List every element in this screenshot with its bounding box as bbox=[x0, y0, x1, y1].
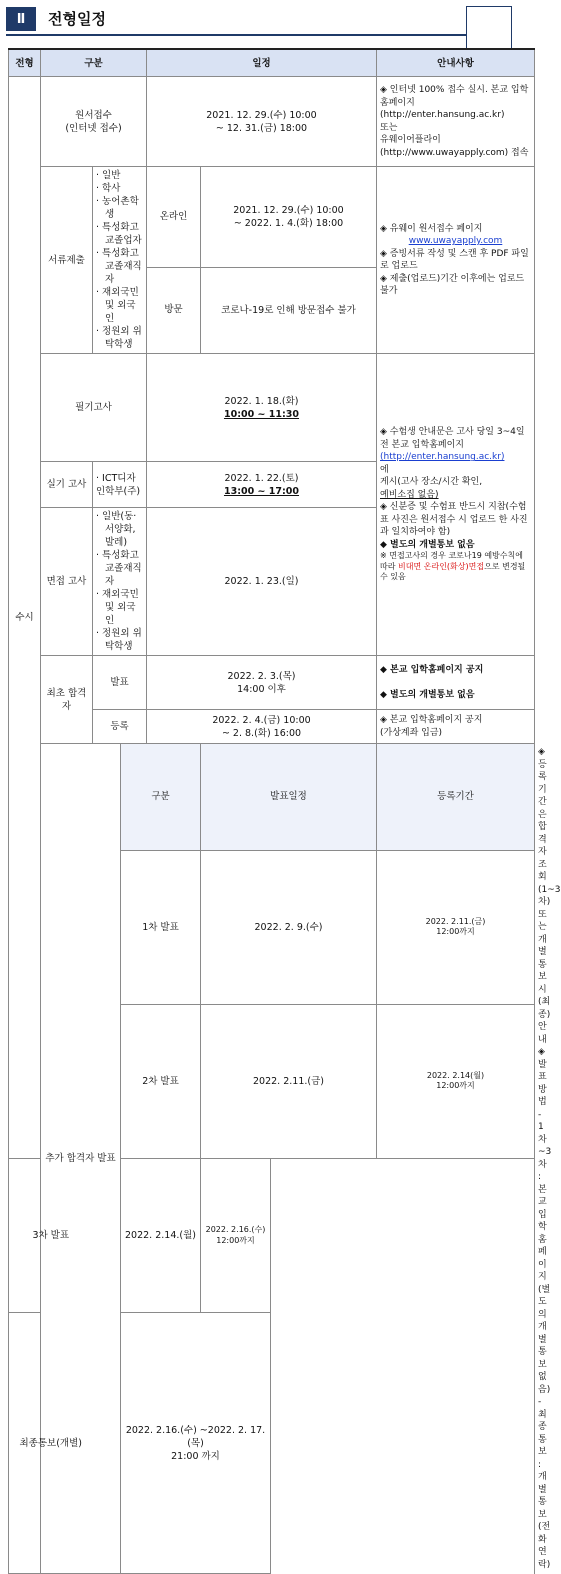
col-header-schedule: 일정 bbox=[147, 49, 377, 77]
application-notes: ◈ 인터넷 100% 접수 실시. 본교 입학홈페이지 (http://enter.hansung.ac.kr) 또는 유웨이어플라이(http://www.uwayapply.com) 접속 bbox=[377, 77, 535, 167]
col-header-notes: 안내사항 bbox=[377, 49, 535, 77]
written-label: 필기고사 bbox=[41, 354, 147, 462]
exam-notes: ◈ 수험생 안내문은 고사 당일 3~4일 전 본교 입학홈페이지 (http://enter.hansung.ac.kr) 에 게시(고사 장소/시간 확인, 예비소집 없음) ◈ 신분증 및 수험표 반드시 지참(수험표 사진은 원서접수 시 업로드 한 사진과 일치하여야 함) ◆ 별도의 개별통보 없음 ※ 면접고사의 경우 코로나19 예방수칙에 따라 비대면 온라인(화상)면접으로 변경될 수 있음 bbox=[377, 354, 535, 656]
additional-row-date: 2022. 2.11.(금) bbox=[201, 1004, 377, 1158]
docs-list-item: · 특성화고교졸업자 bbox=[96, 222, 142, 246]
docs-visit-label: 방문 bbox=[147, 267, 201, 353]
final-register-notes: ◈ 본교 입학홈페이지 공지 (가상계좌 입금) bbox=[377, 710, 535, 744]
additional-row bbox=[9, 1158, 535, 1312]
final-announce-label: 발표 bbox=[93, 656, 147, 710]
additional-row-name: 1차 발표 bbox=[121, 850, 201, 1004]
docs-list-item: · 특성화고교졸재직자 bbox=[96, 248, 142, 285]
interview-list-item: · 정원외 위탁학생 bbox=[96, 628, 142, 652]
final-register-label: 등록 bbox=[93, 710, 147, 744]
additional-row-register: 2022. 2.16.(수) 12:00까지 bbox=[201, 1158, 271, 1312]
additional-row-register: 2022. 2.11.(금) 12:00까지 bbox=[377, 850, 535, 1004]
docs-list-item: · 재외국민 및 외국인 bbox=[96, 287, 139, 324]
additional-row-date: 2022. 2. 9.(수) bbox=[201, 850, 377, 1004]
col-header-category: 구분 bbox=[41, 49, 147, 77]
additional-row-name: 2차 발표 bbox=[121, 1004, 201, 1158]
col-header-type: 전형 bbox=[9, 49, 41, 77]
additional-row-name: 3차 발표 bbox=[9, 1158, 93, 1312]
uway-link[interactable]: www.uwayapply.com bbox=[408, 236, 503, 246]
final-announce-notes: ◆ 본교 입학홈페이지 공지 ◆ 별도의 개별통보 없음 bbox=[377, 656, 535, 710]
additional-final-name: 최종통보(개별) bbox=[9, 1313, 93, 1574]
schedule-table: 전형 구분 일정 안내사항 수시 원서접수 (인터넷 접수) 2021. 12. 29.(수) 10:00 ~ 12. 31.(금) 18:00 ◈ 인터넷 100% 접수 실시. 본교 입학홈페이지 (http://enter.hansung.ac.kr) 또는 유웨이어플라이(http://www.uwayapply.com) 접속 서류제출 · 일반 · 학사 · 농어촌학생 · 특성화고교졸업자 · 특성화고교졸재직자 · 재외국민 및 외국인 · 정원외 위탁학생 온라인 2021. 12. 29.(수) 10:00 ~ 2022. 1. 4.(화) 18:00 ◈ 유웨이 원서접수 페이지 www.uwayapply.com ◈ 증빙서류 작성 및 스캔 후 PDF 파일로 업로드 ◈ 제출(업로드)기간 이후에는 업로드 불가 방문 코로나-19로 인해 방문접수 불가 필기고사 2022. 1. 18.(화) 10:00 ~ 11:30 ◈ 수험생 안내문은 고사 당일 3~4일 전 본교 입학홈페이지 (http://enter.hansung.ac.kr) 에 게시(고사 장소/시간 확인, 예비소집 없음) ◈ 신분증 및 수험표 반드시 지참(수험표 사진은 원서접수 시 업로드 한 사진과 일치하여야 함) ◆ 별도의 개별통보 없음 ※ 면접고사의 경우 코로나19 예방수칙에 따라 비대면 온라인(화상)면접으로 변경될 수 있음 실기 고사 · ICT디자인학부(주) 2022. 1. 22.(토) 13:00 ~ 17:00 면접 고사 · 일반(동·서양화, 발레) · 특성화고교졸재직자 · 재외국민 및 외국인 · 정원외 위탁학생 2022. 1. 23.(일) 최초 합격자 발표 2022. 2. 3.(목) 14:00 이후 ◆ 본교 입학홈페이지 공지 ◆ 별도의 개별통보 없음 등록 2022. 2. 4.(금) 10:00 ~ 2. 8.(화) 16:00 ◈ 본교 입학홈페이지 공지 (가상계좌 입금) 추가 합격자 발표 구분 발표일정 등록기간 ◈ 등록기간은 합격자 조회(1~3차) 또는 개별 통보 시(최종) 안내 ◈ 발표 방법 - 1차~3차 : 본교 입학홈페이지 (별도의 개별통보 없음) - 최종통보 : 개별통보(전화 연락) 1차 발표 2022. 2. 9.(수) 2022. 2.11.(금) 12:00까지 2차 발표 2022. 2.11.(금) 2022. 2.14(월) 12:00까지 3차 발표 2022. 2.14.(월) 2022. 2.16.(수) 12:00까지 최종통보(개별) 2022. 2.16.(수) ~2022. 2. 17.(목) 21:00 까지 bbox=[8, 48, 535, 1574]
interview-list-item: · 일반(동·서양화, 발레) bbox=[96, 511, 137, 548]
written-date: 2022. 1. 18.(화) 10:00 ~ 11:30 bbox=[147, 354, 377, 462]
final-register-date: 2022. 2. 4.(금) 10:00 ~ 2. 8.(화) 16:00 bbox=[147, 710, 377, 744]
interview-list-item: · 특성화고교졸재직자 bbox=[96, 550, 142, 587]
enter-link[interactable]: (http://enter.hansung.ac.kr) bbox=[380, 452, 505, 463]
docs-items bbox=[93, 167, 147, 354]
docs-list-item: · 학사 bbox=[96, 183, 121, 194]
practical-label: 실기 고사 bbox=[41, 462, 93, 508]
docs-label: 서류제출 bbox=[41, 167, 93, 354]
application-date: 2021. 12. 29.(수) 10:00 ~ 12. 31.(금) 18:00 bbox=[147, 77, 377, 167]
docs-notes: ◈ 유웨이 원서접수 페이지 www.uwayapply.com ◈ 증빙서류 작성 및 스캔 후 PDF 파일로 업로드 ◈ 제출(업로드)기간 이후에는 업로드 불가 bbox=[377, 167, 535, 354]
docs-list-item: · 농어촌학생 bbox=[96, 196, 139, 220]
application-label: 원서접수 (인터넷 접수) bbox=[41, 77, 147, 167]
practical-item: · ICT디자인학부(주) bbox=[93, 462, 147, 508]
additional-head-register: 등록기간 bbox=[377, 744, 535, 851]
docs-visit-text: 코로나-19로 인해 방문접수 불가 bbox=[201, 267, 377, 353]
additional-row-date: 2022. 2.14.(월) bbox=[121, 1158, 201, 1312]
type-suji: 수시 bbox=[9, 77, 41, 1159]
section-number: Ⅱ bbox=[6, 7, 36, 31]
interview-label: 면접 고사 bbox=[41, 508, 93, 656]
practical-date: 2022. 1. 22.(토) 13:00 ~ 17:00 bbox=[147, 462, 377, 508]
interview-items bbox=[93, 508, 147, 656]
header-underline bbox=[6, 34, 510, 36]
docs-online-date: 2021. 12. 29.(수) 10:00 ~ 2022. 1. 4.(화) 18:00 bbox=[201, 167, 377, 268]
section-title: 전형일정 bbox=[48, 10, 106, 28]
final-announce-date: 2022. 2. 3.(목) 14:00 이후 bbox=[147, 656, 377, 710]
additional-label: 추가 합격자 발표 bbox=[41, 744, 121, 1574]
docs-list-item: · 정원외 위탁학생 bbox=[96, 326, 142, 350]
additional-final-date: 2022. 2.16.(수) ~2022. 2. 17.(목) 21:00 까지 bbox=[121, 1313, 271, 1574]
additional-head-type: 구분 bbox=[121, 744, 201, 851]
interview-list-item: · 재외국민 및 외국인 bbox=[96, 589, 139, 626]
docs-list-item: · 일반 bbox=[96, 170, 121, 181]
interview-date: 2022. 1. 23.(일) bbox=[147, 508, 377, 656]
header-corner-box bbox=[466, 6, 512, 52]
additional-head-date: 발표일정 bbox=[201, 744, 377, 851]
final-label: 최초 합격자 bbox=[41, 656, 93, 744]
additional-row-register: 2022. 2.14(월) 12:00까지 bbox=[377, 1004, 535, 1158]
docs-online-label: 온라인 bbox=[147, 167, 201, 268]
